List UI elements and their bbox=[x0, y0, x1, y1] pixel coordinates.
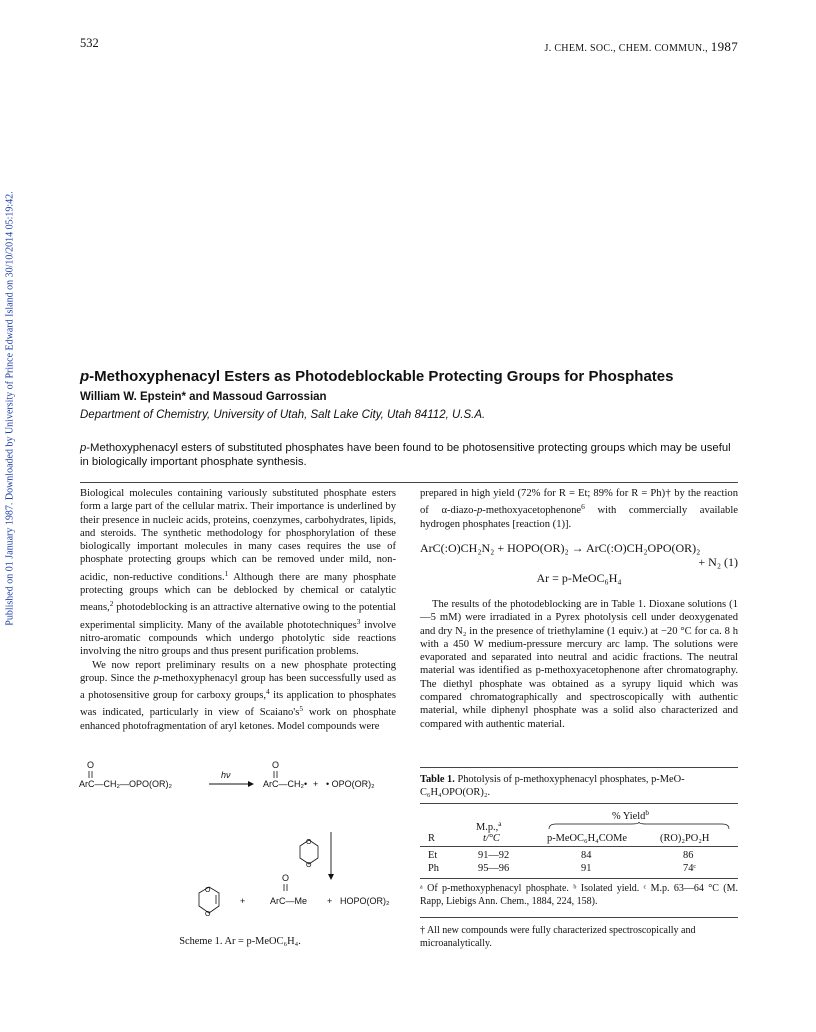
radical-1: ArC—CH₂• bbox=[263, 779, 308, 789]
footnote-rule bbox=[420, 917, 738, 918]
paragraph-report bbox=[80, 659, 396, 733]
table-row-1-mp: 91—92 bbox=[478, 850, 510, 861]
right-column-top bbox=[420, 487, 738, 531]
title-italic-prefix: p bbox=[80, 368, 90, 385]
phosphate-product: HOPO(OR)₂ bbox=[340, 896, 390, 906]
table-header-rule bbox=[420, 846, 738, 847]
abstract-italic-prefix: p bbox=[80, 442, 87, 454]
ref-5: 5 bbox=[299, 704, 304, 714]
download-watermark: Published on 01 January 1987. Downloaded by University of Prince Edward Island on 30/10/2014 05:19:42. bbox=[4, 191, 16, 626]
article-affiliation: Department of Chemistry, University of Utah, Salt Lake City, Utah 84112, U.S.A. bbox=[80, 409, 486, 421]
journal-header bbox=[545, 39, 738, 55]
paragraph-intro bbox=[80, 487, 396, 659]
plus-1: + bbox=[313, 779, 319, 789]
text: We now report preliminary results on a new phosphate protecting group. Since the bbox=[80, 659, 396, 684]
journal-year: 1987 bbox=[710, 39, 738, 54]
equation-1-line2: + N₂ (1) bbox=[698, 555, 738, 569]
carbonyl-oxygen: O bbox=[87, 760, 95, 770]
carbonyl-oxygen-2: O bbox=[272, 760, 280, 770]
ref-1: 1 bbox=[224, 568, 229, 578]
abstract-rule bbox=[80, 482, 738, 483]
col-mp-header-1 bbox=[476, 820, 501, 833]
dioxene-oxygen-bottom: O bbox=[205, 911, 211, 918]
table-group-header bbox=[612, 809, 649, 822]
plus-2: + bbox=[240, 896, 246, 906]
table-row-2-b: 74ᶜ bbox=[683, 863, 697, 874]
dioxane-oxygen-bottom: O bbox=[306, 862, 312, 869]
journal-name: J. CHEM. SOC., CHEM. COMMUN., bbox=[544, 43, 708, 54]
radical-2: • OPO(OR)₂ bbox=[326, 779, 375, 789]
table-bottom-rule bbox=[420, 878, 738, 879]
article-title bbox=[80, 368, 740, 385]
col-r-header: R bbox=[428, 833, 435, 844]
carbonyl-oxygen-3: O bbox=[282, 873, 290, 883]
text: Biological molecules containing variously substituted phosphate esters form a large part of the cellular matrix. Their importance is underlined by their presence in nucleic acids, proteins, coenzymes, carbohydrates, lipids, and steroids. The synthetic methodology for phosphorylation of these biologically important molecules in many cases requires the use of phosphate protecting groups which can be removed under mild, non-acidic, non-reductive conditions. bbox=[80, 488, 396, 583]
table-caption-text: Photolysis of p-methoxyphenacyl phosphates, p-MeO-C₆H₄OPO(OR)₂. bbox=[420, 774, 685, 798]
dioxene-oxygen-top: O bbox=[205, 887, 211, 894]
text: involve nitro-aromatic compounds which undergo photolytic side reactions involving the nitro groups and thus present purification problems. bbox=[80, 619, 396, 658]
table-row-2-r: Ph bbox=[428, 863, 439, 874]
text: photodeblocking is an attractive alternative owing to the potential experimental simplicity. Many of the available phototechniques bbox=[80, 602, 396, 631]
table-row-1-b: 86 bbox=[683, 850, 694, 861]
table-top-rule bbox=[420, 767, 738, 768]
yield-brace bbox=[548, 822, 730, 830]
table-footnotes: ᵃ Of p-methoxyphenacyl phosphate. ᵇ Isolated yield. ᶜ M.p. 63—64 °C (M. Rapp, Liebigs Ann. Chem., 1884, 224, 158). bbox=[420, 883, 738, 907]
text: its application to phosphates was indicated, particularly in view of Scaiano's bbox=[80, 690, 396, 719]
italic: p bbox=[477, 505, 483, 517]
equation-ar-definition: Ar = p-MeOC₆H₄ bbox=[536, 571, 622, 585]
right-column-results bbox=[420, 598, 738, 731]
group-header-text: % Yield bbox=[612, 811, 646, 822]
reactant: ArC—CH₂—OPO(OR)₂ bbox=[79, 779, 172, 789]
dioxane-oxygen-top: O bbox=[306, 839, 312, 846]
page-number: 532 bbox=[80, 36, 99, 50]
group-header-sup: b bbox=[645, 809, 650, 817]
table-row-2-mp: 95—96 bbox=[478, 863, 510, 874]
ref-3: 3 bbox=[356, 616, 361, 626]
plus-3: + bbox=[327, 896, 333, 906]
text: Although there are many phosphate protecting groups which can be deblocked by chemical or catalytic means, bbox=[80, 571, 396, 614]
text: -methoxyphenacyl group has been successfully used as a photosensitive group for carboxy groups, bbox=[80, 672, 396, 702]
table-label: Table 1. bbox=[420, 774, 455, 785]
col-b-header: (RO)₂PO₂H bbox=[660, 833, 710, 844]
ref-2: 2 bbox=[109, 599, 114, 609]
ref-4: 4 bbox=[265, 687, 270, 697]
ref-6: 6 bbox=[581, 502, 585, 512]
table-caption bbox=[420, 773, 738, 799]
table-row-2-a: 91 bbox=[581, 863, 592, 874]
article-authors: William W. Epstein* and Massoud Garrossian bbox=[80, 391, 327, 403]
mp-sup: a bbox=[498, 820, 502, 828]
scheme-1-diagram bbox=[78, 756, 408, 928]
table-caption-rule bbox=[420, 803, 738, 804]
equation-1-line1: ArC(:O)CH₂N₂ + HOPO(OR)₂ → ArC(:O)CH₂OPO(OR)₂ bbox=[420, 541, 701, 555]
left-column bbox=[80, 487, 396, 733]
text: work on phosphate enhanced photofragmentation of aryl ketones. Model compounds were bbox=[80, 707, 397, 732]
table-row-1-a: 84 bbox=[581, 850, 592, 861]
paragraph-results: The results of the photodeblocking are in Table 1. Dioxane solutions (1—5 mM) were irradiated in a Pyrex photolysis cell under deoxygenated and dry N₂ in the presence of triethylamine (1 equiv.) at −20 °C for ca. 8 h with a 450 W medium-pressure mercury arc lamp. The solutions were evaporated and separated into neutral and acidic fractions. The neutral material was identified as p-methoxyacetophenone after chromatography. The diethyl phosphate was obtained as a syrupy liquid which was compared chromatographically and spectroscopically with authentic material, while diphenyl phosphate was a solid also characterized and compared with authentic material. bbox=[420, 599, 738, 730]
mp-text: M.p., bbox=[476, 822, 499, 833]
abstract-text: -Methoxyphenacyl esters of substituted phosphates have been found to be photosensitive protecting groups which may be useful in biologically important phosphate synthesis. bbox=[80, 442, 731, 468]
table-row-1-r: Et bbox=[428, 850, 438, 861]
hv-label: hν bbox=[221, 770, 231, 780]
col-mp-header-2: t/°C bbox=[483, 833, 500, 844]
text: -methoxyacetophenone bbox=[482, 505, 582, 517]
article-abstract bbox=[80, 441, 740, 469]
scheme-caption: Scheme 1. Ar = p-MeOC₆H₄. bbox=[179, 936, 301, 947]
acetophenone-product: ArC—Me bbox=[270, 896, 308, 906]
text: with commercially available hydrogen phosphates [reaction (1)]. bbox=[420, 505, 738, 530]
footnote: † All new compounds were fully characterized spectroscopically and microanalytically. bbox=[420, 925, 696, 949]
title-text: -Methoxyphenacyl Esters as Photodeblockable Protecting Groups for Phosphates bbox=[89, 368, 674, 385]
col-a-header: p-MeOC₆H₄COMe bbox=[547, 833, 627, 844]
text: prepared in high yield (72% for R = Et; 89% for R = Ph)† by the reaction of α-diazo- bbox=[420, 488, 738, 517]
italic: p bbox=[153, 672, 159, 684]
paragraph-prep bbox=[420, 487, 738, 531]
